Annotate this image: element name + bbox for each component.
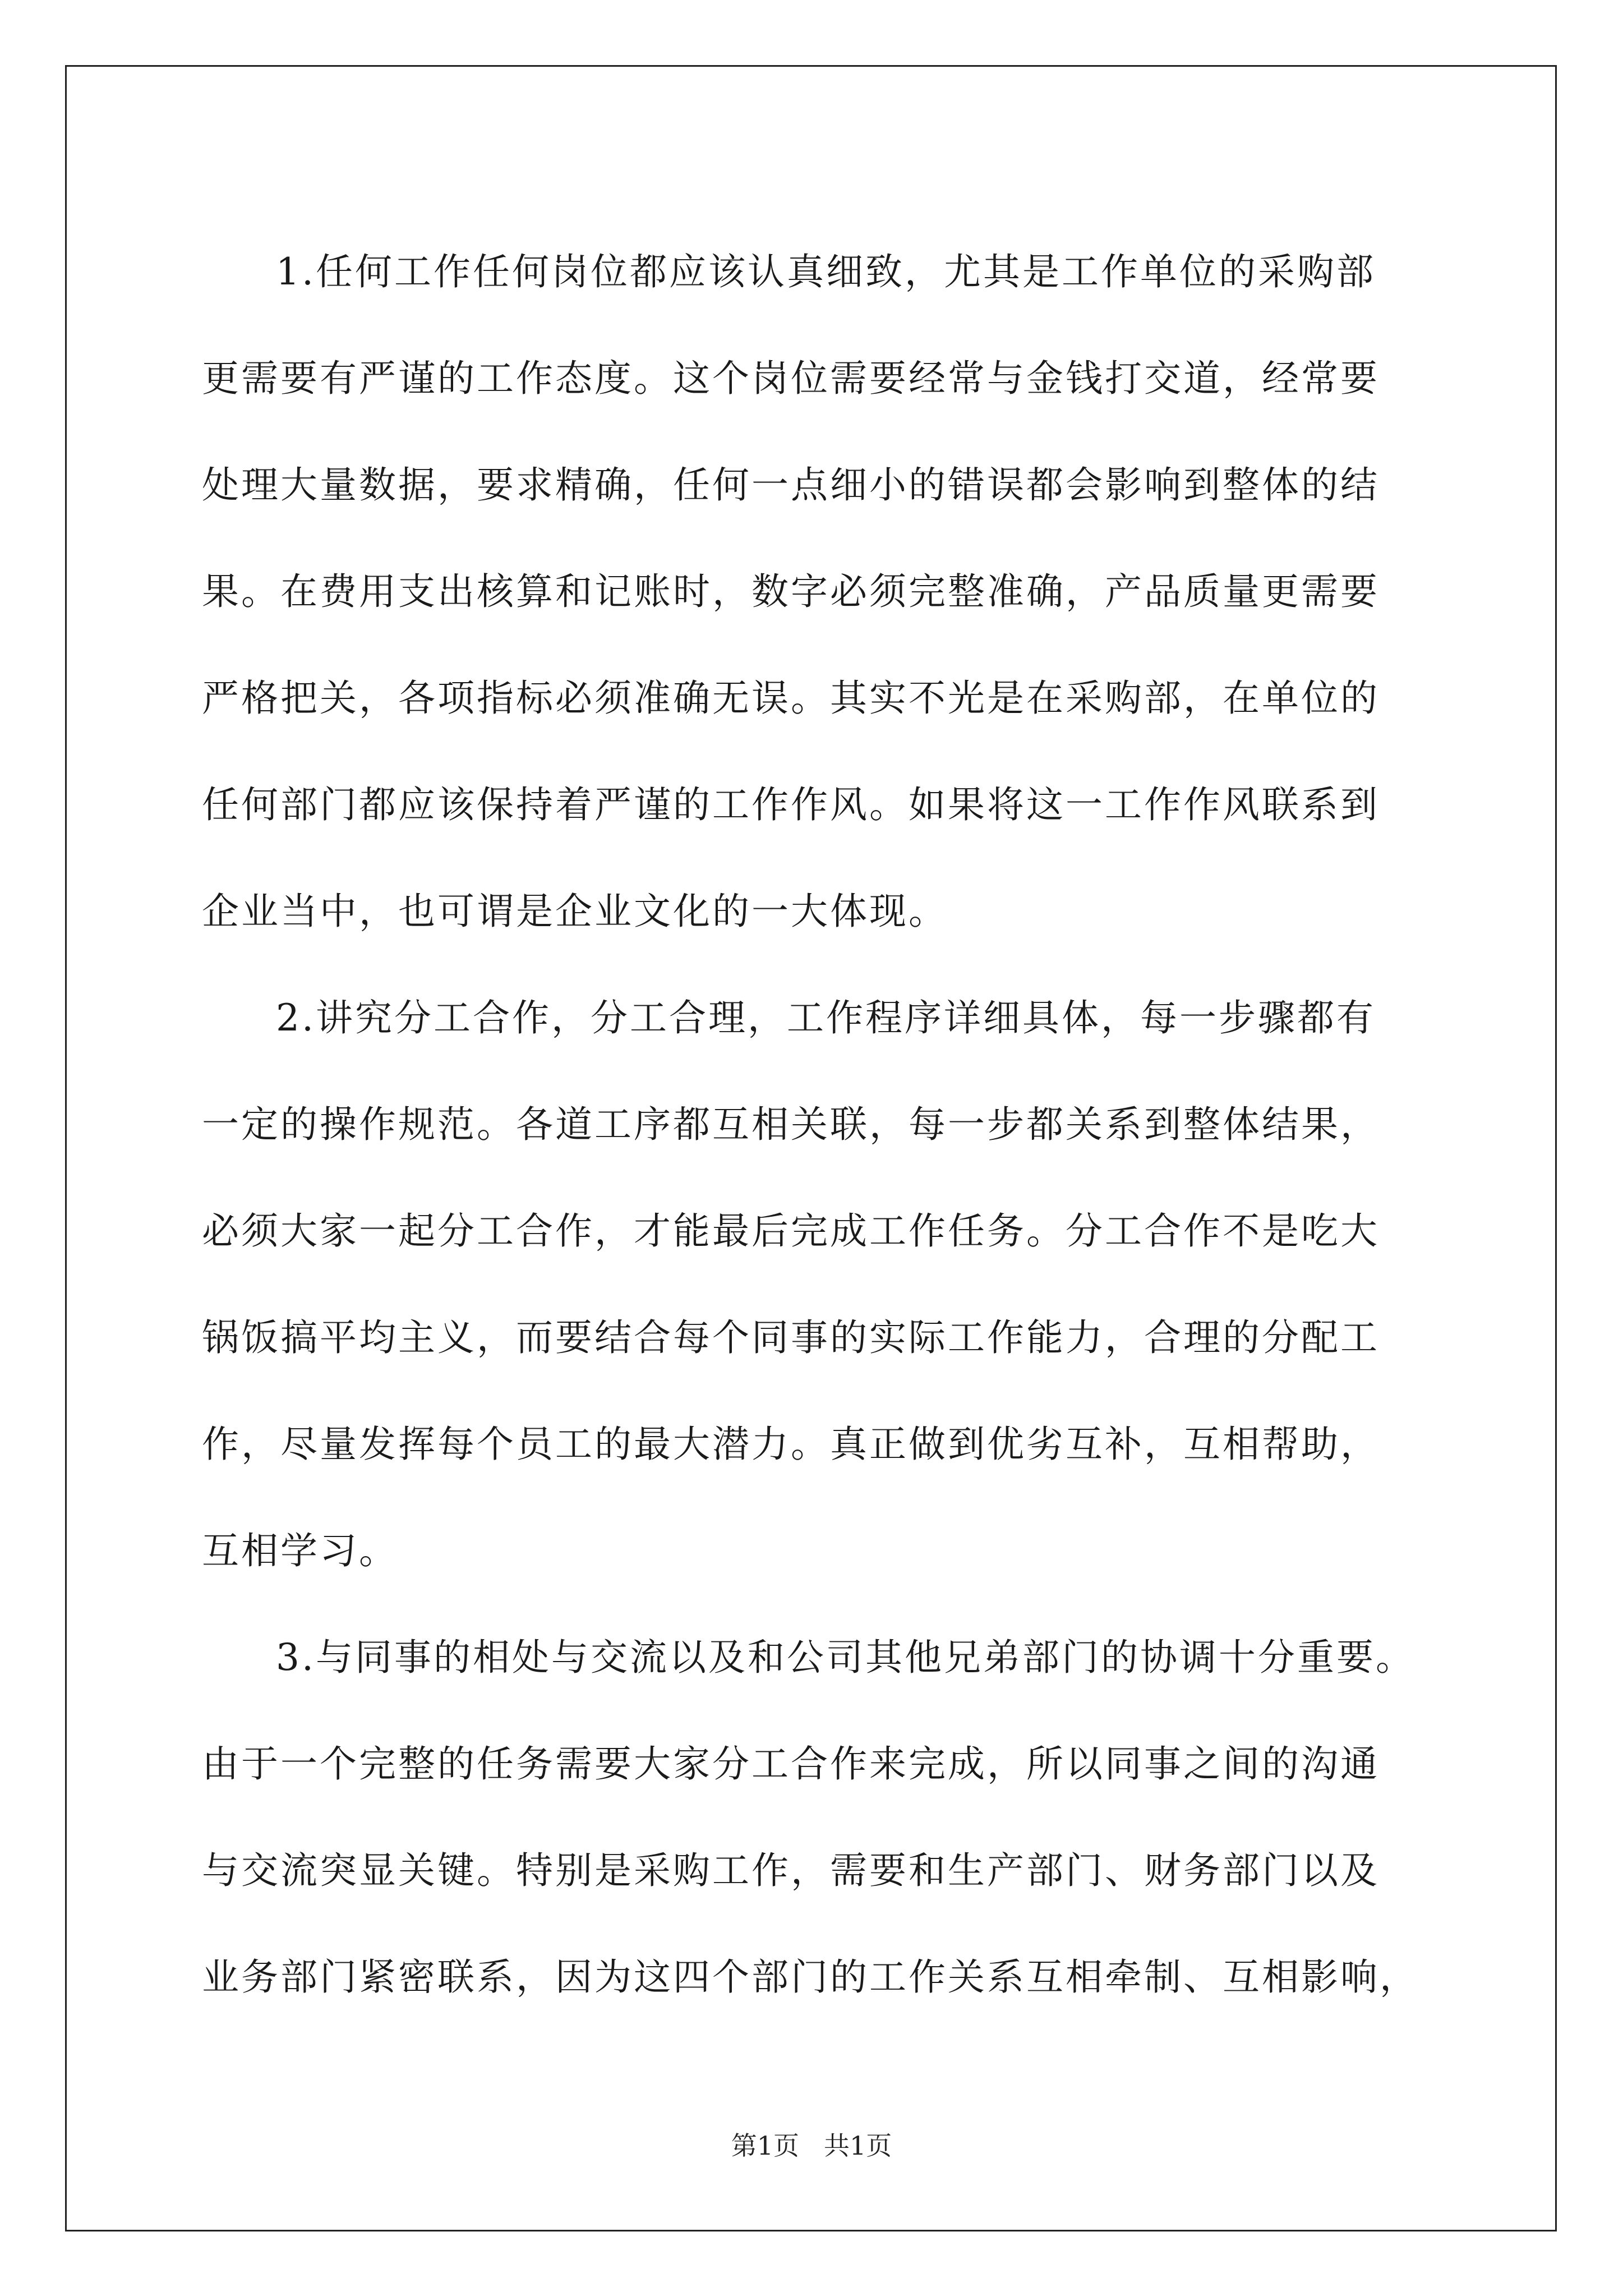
text-line: 业务部门紧密联系，因为这四个部门的工作关系互相牵制、互相影响， xyxy=(202,1955,1419,1999)
text-line: 锅饭搞平均主义，而要结合每个同事的实际工作能力，合理的分配工 xyxy=(202,1316,1380,1359)
text-line: 企业当中，也可谓是企业文化的一大体现。 xyxy=(202,890,948,933)
text-line: 果。在费用支出核算和记账时，数字必须完整准确，产品质量更需要 xyxy=(202,570,1380,613)
text-line: 必须大家一起分工合作，才能最后完成工作任务。分工合作不是吃大 xyxy=(202,1209,1380,1253)
text-line: 处理大量数据，要求精确，任何一点细小的错误都会影响到整体的结 xyxy=(202,463,1380,507)
text-line: 3.与同事的相处与交流以及和公司其他兄弟部门的协调十分重要。 xyxy=(276,1636,1415,1679)
page-count: 共1页 xyxy=(824,2131,892,2161)
text-line: 互相学习。 xyxy=(202,1529,398,1572)
text-line: 一定的操作规范。各道工序都互相关联，每一步都关系到整体结果， xyxy=(202,1103,1380,1146)
text-line: 更需要有严谨的工作态度。这个岗位需要经常与金钱打交道，经常要 xyxy=(202,357,1380,400)
page-number: 第1页 xyxy=(731,2131,799,2161)
text-line: 任何部门都应该保持着严谨的工作作风。如果将这一工作作风联系到 xyxy=(202,783,1380,826)
text-line: 与交流突显关键。特别是采购工作，需要和生产部门、财务部门以及 xyxy=(202,1849,1380,1892)
page-footer xyxy=(0,2129,1623,2162)
text-line: 2.讲究分工合作，分工合理，工作程序详细具体，每一步骤都有 xyxy=(276,996,1376,1039)
document-body xyxy=(202,219,1430,2031)
text-line: 作，尽量发挥每个员工的最大潜力。真正做到优劣互补，互相帮助， xyxy=(202,1423,1380,1466)
text-line: 严格把关，各项指标必须准确无误。其实不光是在采购部，在单位的 xyxy=(202,677,1380,720)
text-line: 1.任何工作任何岗位都应该认真细致，尤其是工作单位的采购部 xyxy=(276,250,1376,293)
text-line: 由于一个完整的任务需要大家分工合作来完成，所以同事之间的沟通 xyxy=(202,1742,1380,1786)
